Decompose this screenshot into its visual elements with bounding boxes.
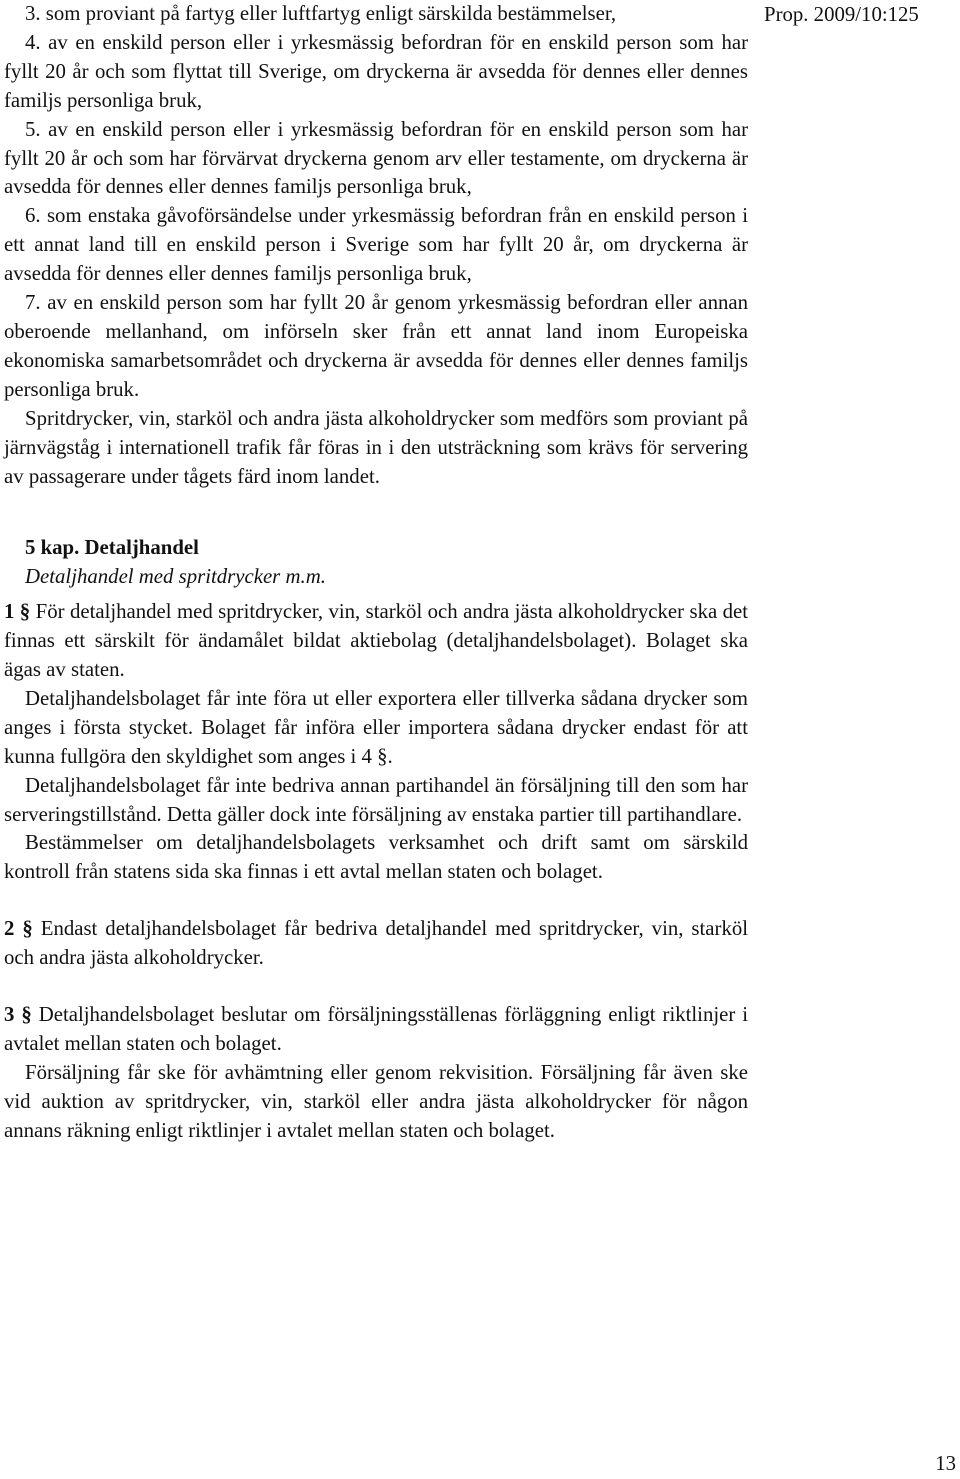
section-3-paragraph-2: Försäljning får ske för avhämtning eller genom rekvisition. Försäljning får även ske vid auktion av spritdrycker, vin, starköl eller andra jästa alkoholdrycker för någon annans räkning enligt riktlinjer i avtalet mellan staten och bolaget. bbox=[4, 1060, 748, 1142]
spacer bbox=[4, 973, 748, 1001]
section-1-paragraph-4: Bestämmelser om detaljhandelsbolagets verksamhet och drift samt om särskild kontroll från statens sida ska finnas i ett avtal mellan staten och bolaget. bbox=[4, 831, 748, 884]
section-1-paragraph bbox=[4, 598, 748, 685]
section-2-paragraph bbox=[4, 915, 748, 973]
chapter-subheading: Detaljhandel med spritdrycker m.m. bbox=[25, 565, 326, 589]
section-number: 3 § bbox=[4, 1003, 32, 1027]
closing-paragraph: Spritdrycker, vin, starköl och andra jästa alkoholdrycker som medförs som proviant på järnvägståg i internationell trafik får föras in i den utsträckning som krävs för servering av passagerare under tågets färd inom landet. bbox=[4, 406, 748, 488]
section-1-paragraph-3: Detaljhandelsbolaget får inte bedriva annan partihandel än försäljning till den som har serveringstillstånd. Detta gäller dock inte försäljning av enstaka partier till partihandlare. bbox=[4, 773, 748, 826]
list-item: 5. av en enskild person eller i yrkesmässig befordran för en enskild person som har fyllt 20 år och som har förvärvat dryckerna genom arv eller testamente, om dryckerna är avsedda för dennes eller dennes familjs personliga bruk, bbox=[4, 117, 748, 199]
proposition-reference: Prop. 2009/10:125 bbox=[764, 3, 919, 26]
list-item: 7. av en enskild person som har fyllt 20 år genom yrkesmässig befordran eller annan oberoende mellanhand, om införseln sker från ett annat land inom Europeiska ekonomiska samarbetsområdet och dryckerna är avsedda för dennes eller dennes familjs personliga bruk. bbox=[4, 291, 748, 401]
section-3-paragraph bbox=[4, 1001, 748, 1059]
spacer bbox=[4, 887, 748, 915]
section-text: Endast detaljhandelsbolaget får bedriva detaljhandel med spritdrycker, vin, starköl och andra jästa alkoholdrycker. bbox=[4, 917, 749, 970]
section-text: För detaljhandel med spritdrycker, vin, starköl och andra jästa alkoholdrycker ska det finnas ett särskilt för ändamålet bildat aktiebolag (detaljhandelsbolaget). Bolaget ska ägas av staten. bbox=[4, 600, 749, 682]
section-1-paragraph-2: Detaljhandelsbolaget får inte föra ut eller exportera eller tillverka sådana drycker som anges i första stycket. Bolaget får införa eller importera sådana drycker endast för att kunna fullgöra den skyldighet som anges i 4 §. bbox=[4, 686, 748, 768]
list-item: 4. av en enskild person eller i yrkesmässig befordran för en enskild person som har fyllt 20 år och som flyttat till Sverige, om dryckerna är avsedda för dennes eller dennes familjs personliga bruk, bbox=[4, 30, 748, 112]
list-item: 3. som proviant på fartyg eller luftfartyg enligt särskilda bestämmelser, bbox=[25, 2, 617, 25]
document-body bbox=[4, 0, 748, 1146]
section-text: Detaljhandelsbolaget beslutar om försäljningsställenas förläggning enligt riktlinjer i avtalet mellan staten och bolaget. bbox=[4, 1003, 749, 1055]
spacer bbox=[4, 491, 748, 534]
page-number: 13 bbox=[935, 1452, 956, 1475]
section-number: 1 § bbox=[4, 600, 31, 624]
section-number: 2 § bbox=[4, 917, 33, 941]
chapter-heading: 5 kap. Detaljhandel bbox=[25, 536, 199, 560]
list-item: 6. som enstaka gåvoförsändelse under yrkesmässig befordran från en enskild person i ett annat land till en enskild person i Sverige som har fyllt 20 år, om dryckerna är avsedda för dennes eller dennes familjs personliga bruk, bbox=[4, 204, 748, 286]
